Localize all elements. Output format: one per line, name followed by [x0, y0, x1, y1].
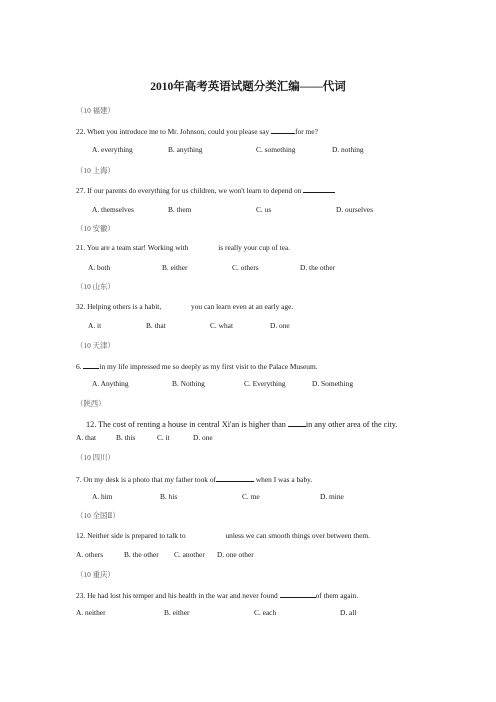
- answer-blank: [216, 474, 254, 482]
- question-stem-end: when I was a baby.: [254, 475, 313, 484]
- question-stem: 27. If our parents do everything for us children, we won't learn to depend on: [76, 186, 304, 195]
- option: A. themselves: [92, 205, 134, 214]
- option: C. Everything: [244, 379, 286, 388]
- question-stem-end: you can learn even at an early age.: [191, 302, 294, 311]
- answer-blank: [271, 126, 295, 134]
- option: B. anything: [168, 145, 203, 154]
- option: C. another: [174, 550, 205, 559]
- option: D. ourselves: [336, 205, 373, 214]
- question-stem: 22. When you introduce me to Mr. Johnson, could you please say: [76, 127, 272, 136]
- source-label: （10 上海）: [76, 166, 115, 175]
- option: D. all: [340, 608, 357, 617]
- source-label: （10 天津）: [76, 341, 115, 350]
- option: B. Nothing: [172, 379, 205, 388]
- answer-blank: [280, 590, 316, 598]
- option: C. each: [254, 608, 277, 617]
- answer-blank: [83, 361, 99, 369]
- question-stem-end: for me?: [295, 127, 318, 136]
- question-text: [76, 302, 293, 311]
- option: B. that: [146, 321, 166, 330]
- option: C. us: [256, 205, 272, 214]
- option: D. one: [193, 433, 213, 442]
- option: D. nothing: [332, 145, 364, 154]
- option: A. Anything: [92, 379, 129, 388]
- answer-blank: [303, 185, 335, 193]
- question-text: [76, 590, 358, 600]
- question-text: [76, 185, 335, 195]
- option: B. either: [164, 608, 190, 617]
- option: C. something: [256, 145, 296, 154]
- source-label: （10 重庆）: [76, 570, 115, 579]
- option: A. both: [88, 263, 111, 272]
- question-text: [76, 531, 370, 540]
- option: B. the other: [124, 550, 159, 559]
- option: A. neither: [76, 608, 106, 617]
- option: B. his: [160, 492, 178, 501]
- question-text: [76, 243, 290, 252]
- option: A. that: [76, 433, 97, 442]
- option: A. others: [76, 550, 104, 559]
- question-text: [76, 361, 318, 371]
- question-stem-end: in any other area of the city.: [305, 420, 398, 429]
- question-stem: 12. The cost of renting a house in central Xi'an is higher than: [86, 420, 288, 429]
- question-stem: 12. Neither side is prepared to talk to: [76, 531, 188, 540]
- question-stem-end: in my life impressed me so deeply as my first visit to the Palace Museum.: [99, 362, 318, 371]
- option: D. the other: [300, 263, 336, 272]
- source-label: （陕西）: [76, 399, 106, 408]
- question-text: [76, 126, 318, 136]
- page-title: 2010年高考英语试题分类汇编——代词: [150, 81, 346, 93]
- question-stem: 7. On my desk is a photo that my father took of: [76, 475, 216, 484]
- option: A. everything: [92, 145, 133, 154]
- option: B. either: [162, 263, 188, 272]
- option: C. others: [232, 263, 259, 272]
- option: B. them: [168, 205, 192, 214]
- option: D. one other: [217, 550, 254, 559]
- option: C. it: [157, 433, 170, 442]
- source-label: （10 全国Ⅱ）: [76, 511, 120, 520]
- option: C. what: [210, 321, 233, 330]
- question-text: [86, 419, 397, 429]
- source-label: （10 安徽）: [76, 224, 115, 233]
- option: B. this: [116, 433, 136, 442]
- source-label: （10 四川）: [76, 453, 115, 462]
- question-stem-end: of them again.: [315, 591, 359, 600]
- option: D. Something: [312, 379, 354, 388]
- question-stem-end: is really your cup of tea.: [218, 243, 291, 252]
- question-stem-end: unless we can smooth things over between them.: [225, 531, 370, 540]
- question-stem: 32. Helping others is a habit,: [76, 302, 164, 311]
- question-stem: 21. You are a team star! Working with: [76, 243, 191, 252]
- option: A. it: [88, 321, 102, 330]
- answer-blank: [288, 419, 306, 427]
- question-stem: 6.: [76, 362, 84, 371]
- question-stem: 23. He had lost his temper and his health in the war and never found: [76, 591, 280, 600]
- option: D. one: [270, 321, 290, 330]
- source-label: （10 山东）: [76, 282, 115, 291]
- source-label: （10 福建）: [76, 106, 115, 115]
- question-text: [76, 474, 312, 484]
- option: A. him: [92, 492, 113, 501]
- option: C. me: [242, 492, 260, 501]
- option: D. mine: [320, 492, 344, 501]
